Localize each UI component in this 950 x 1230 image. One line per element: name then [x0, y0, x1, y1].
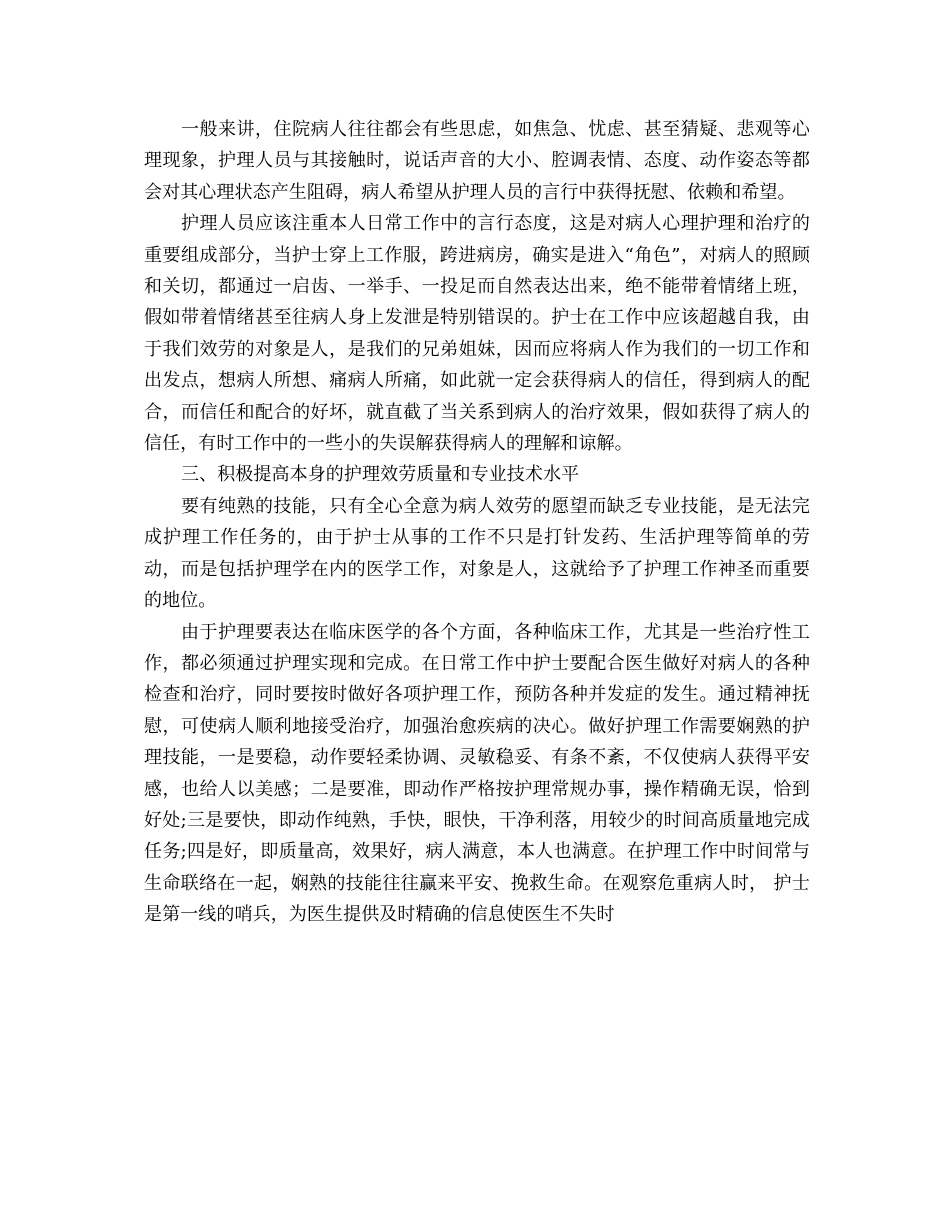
paragraph-skills: 要有纯熟的技能，只有全心全意为病人效劳的愿望而缺乏专业技能，是无法完成护理工作任务的，由于护士从事的工作不只是打针发药、生活护理等简单的劳动，而是包括护理学在内的医学工作，对象是人，这就给予了护理工作神圣而重要的地位。	[144, 495, 810, 612]
section-heading-3: 三、积极提高本身的护理效劳质量和专业技术水平	[181, 464, 580, 486]
paragraph-nurse-attitude: 护理人员应该注重本人日常工作中的言行态度，这是对病人心理护理和治疗的重要组成部分，当护士穿上工作服，跨进病房，确实是进入“角色”，对病人的照顾和关切，都通过一启齿、一举手、一投足而自然表达出来，绝不能带着情绪上班，假如带着情绪甚至往病人身上发泄是特别错误的。护士在工作中应该超越自我，由于我们效劳的对象是人，是我们的兄弟姐妹，因而应将病人作为我们的一切工作和出发点，想病人所想、痛病人所痛，如此就一定会获得病人的信任，得到病人的配合，而信任和配合的好坏，就直截了当关系到病人的治疗效果，假如获得了病人的信任，有时工作中的一些小的失误解获得病人的理解和谅解。	[144, 213, 810, 455]
document-body	[144, 114, 810, 931]
paragraph-clinical-nursing: 由于护理要表达在临床医学的各个方面，各种临床工作，尤其是一些治疗性工作，都必须通过护理实现和完成。在日常工作中护士要配合医生做好对病人的各种检查和治疗，同时要按时做好各项护理工作，预防各种并发症的发生。通过精神抚慰，可使病人顺利地接受治疗，加强治愈疾病的决心。做好护理工作需要娴熟的护理技能，一是要稳，动作要轻柔协调、灵敏稳妥、有条不紊，不仅使病人获得平安感，也给人以美感；二是要准，即动作严格按护理常规办事，操作精确无误，恰到好处;三是要快，即动作纯熟，手快，眼快，干净利落，用较少的时间高质量地完成任务;四是好，即质量高，效果好，病人满意，本人也满意。在护理工作中时间常与生命联络在一起，娴熟的技能往往赢来平安、挽救生命。在观察危重病人时， 护士是第一线的哨兵，为医生提供及时精确的信息使医生不失时	[144, 621, 810, 926]
paragraph-patient-psychology: 一般来讲，住院病人往往都会有些思虑，如焦急、忧虑、甚至猜疑、悲观等心理现象，护理人员与其接触时，说话声音的大小、腔调表情、态度、动作姿态等都会对其心理状态产生阻碍，病人希望从护理人员的言行中获得抚慰、依赖和希望。	[144, 119, 810, 203]
